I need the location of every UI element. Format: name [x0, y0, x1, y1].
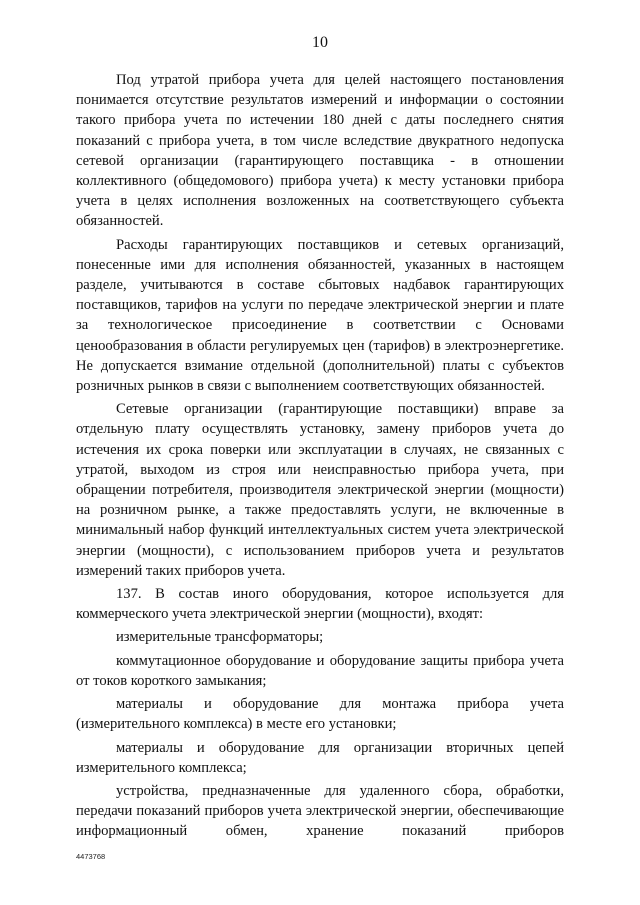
list-item-switching-equipment: коммутационное оборудование и оборудование защиты прибора учета от токов короткого замыкания; — [76, 652, 564, 689]
paragraph-network-organizations: Сетевые организации (гарантирующие поставщики) вправе за отдельную плату осуществлять установку, замену приборов учета до истечения их срока поверки или эксплуатации в случаях, не связанных с утратой, выходом из строя или неисправностью прибора учета, при обращении потребителя, производителя электрической энергии (мощности) на розничном рынке, а также предоставлять услуги, не включенные в минимальный набор функций интеллектуальных систем учета электрической энергии (мощности), с использованием приборов учета и результатов измерений таких приборов учета. — [76, 401, 564, 579]
list-item-remote-devices: устройства, предназначенные для удаленного сбора, обработки, передачи показаний приборов учета электрической энергии, обеспечивающие информационный обмен, хранение показаний приборов — [76, 782, 564, 840]
document-body — [76, 70, 564, 842]
document-id: 4473768 — [76, 852, 106, 861]
list-item-mounting-materials: материалы и оборудование для монтажа прибора учета (измерительного комплекса) в месте его установки; — [76, 696, 564, 733]
paragraph-loss-definition: Под утратой прибора учета для целей настоящего постановления понимается отсутствие результатов измерений и информации о состоянии такого прибора учета по истечении 180 дней с даты последнего снятия показаний с прибора учета, в том числе вследствие двукратного недопуска сетевой организации (гарантирующего поставщика - в отношении коллективного (общедомового) прибора учета) к месту установки прибора учета в целях исполнения возложенных на соответствующего субъекта обязанностей. — [76, 72, 564, 230]
list-item-transformers: измерительные трансформаторы; — [116, 629, 324, 646]
paragraph-expenses: Расходы гарантирующих поставщиков и сетевых организаций, понесенные ими для исполнения обязанностей, указанных в настоящем разделе, учитываются в составе сбытовых надбавок гарантирующих поставщиков, тарифов на услуги по передаче электрической энергии и плате за технологическое присоединение в соответствии с Основами ценообразования в области регулируемых цен (тарифов) в электроэнергетике. Не допускается взимание отдельной (дополнительной) платы с субъектов розничных рынков в связи с выполнением соответствующих обязанностей. — [76, 236, 564, 395]
paragraph-clause-137: 137. В состав иного оборудования, которое используется для коммерческого учета электрической энергии (мощности), входят: — [76, 586, 564, 623]
page-number: 10 — [312, 34, 328, 51]
list-item-secondary-circuits: материалы и оборудование для организации вторичных цепей измерительного комплекса; — [76, 739, 564, 776]
